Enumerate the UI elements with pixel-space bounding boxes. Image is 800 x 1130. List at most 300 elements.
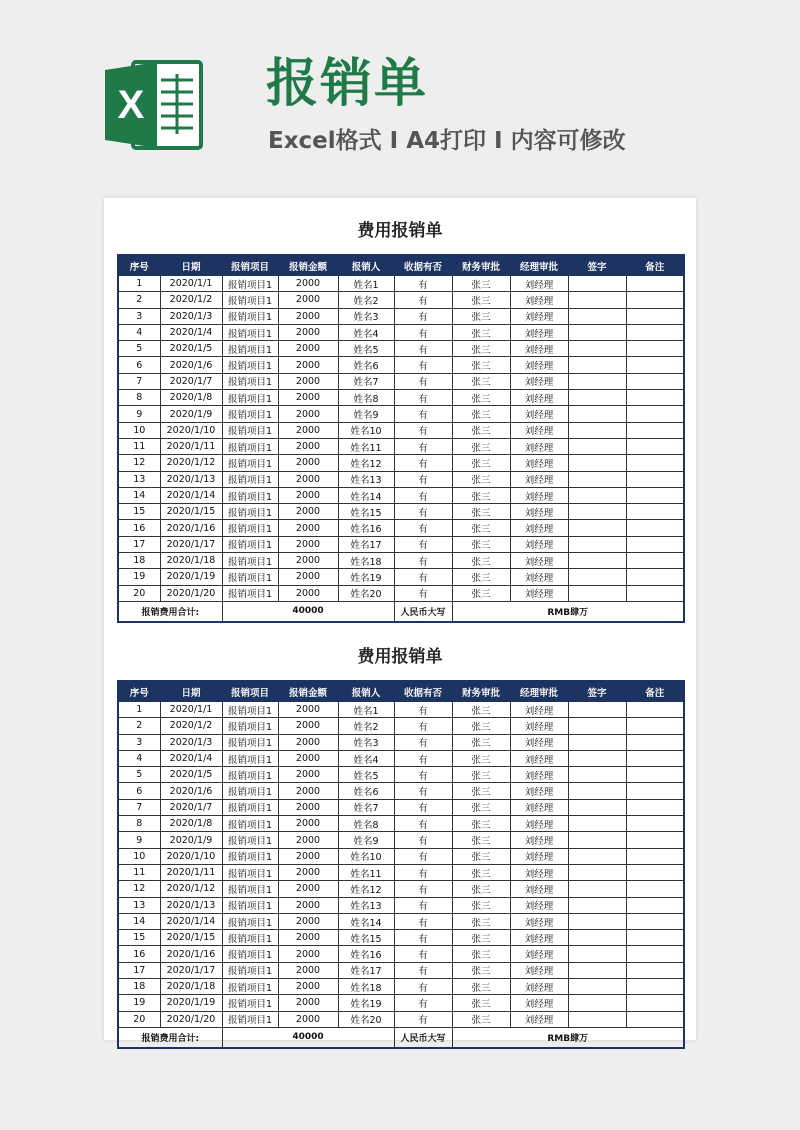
- table-cell[interactable]: [626, 702, 684, 718]
- table-cell[interactable]: 2020/1/8: [160, 816, 222, 832]
- table-cell[interactable]: 刘经理: [510, 455, 568, 471]
- table-cell[interactable]: [568, 373, 626, 389]
- total-label[interactable]: 报销费用合计:: [118, 1027, 222, 1048]
- table-cell[interactable]: 2020/1/2: [160, 292, 222, 308]
- table-cell[interactable]: 张三: [452, 816, 510, 832]
- table-cell[interactable]: 2000: [278, 422, 338, 438]
- table-cell[interactable]: [626, 520, 684, 536]
- table-cell[interactable]: 2000: [278, 536, 338, 552]
- table-cell[interactable]: [626, 292, 684, 308]
- table-cell[interactable]: 姓名5: [338, 341, 394, 357]
- table-cell[interactable]: 报销项目1: [222, 799, 278, 815]
- table-cell[interactable]: 2000: [278, 373, 338, 389]
- table-cell[interactable]: 刘经理: [510, 487, 568, 503]
- table-cell[interactable]: 9: [118, 406, 160, 422]
- table-cell[interactable]: 报销项目1: [222, 422, 278, 438]
- table-cell[interactable]: 2020/1/10: [160, 848, 222, 864]
- table-cell[interactable]: 8: [118, 816, 160, 832]
- table-cell[interactable]: 张三: [452, 422, 510, 438]
- table-cell[interactable]: 2020/1/16: [160, 520, 222, 536]
- table-cell[interactable]: 报销项目1: [222, 276, 278, 292]
- table-cell[interactable]: [568, 946, 626, 962]
- table-cell[interactable]: 有: [394, 373, 452, 389]
- table-cell[interactable]: 报销项目1: [222, 979, 278, 995]
- table-cell[interactable]: 报销项目1: [222, 373, 278, 389]
- table-cell[interactable]: 2000: [278, 832, 338, 848]
- table-cell[interactable]: 2: [118, 718, 160, 734]
- table-cell[interactable]: [568, 406, 626, 422]
- table-cell[interactable]: 2020/1/6: [160, 783, 222, 799]
- table-cell[interactable]: [626, 487, 684, 503]
- table-cell[interactable]: 刘经理: [510, 504, 568, 520]
- table-cell[interactable]: [626, 946, 684, 962]
- table-cell[interactable]: 报销项目1: [222, 816, 278, 832]
- table-cell[interactable]: 刘经理: [510, 585, 568, 601]
- table-cell[interactable]: 刘经理: [510, 897, 568, 913]
- table-cell[interactable]: 刘经理: [510, 471, 568, 487]
- table-cell[interactable]: 13: [118, 471, 160, 487]
- table-cell[interactable]: 张三: [452, 783, 510, 799]
- table-cell[interactable]: 有: [394, 569, 452, 585]
- table-cell[interactable]: [568, 832, 626, 848]
- table-cell[interactable]: 有: [394, 324, 452, 340]
- table-cell[interactable]: 2020/1/20: [160, 1011, 222, 1027]
- table-cell[interactable]: 2000: [278, 341, 338, 357]
- table-cell[interactable]: 姓名14: [338, 913, 394, 929]
- table-cell[interactable]: 报销项目1: [222, 734, 278, 750]
- table-cell[interactable]: [568, 783, 626, 799]
- table-cell[interactable]: 张三: [452, 767, 510, 783]
- table-cell[interactable]: 刘经理: [510, 341, 568, 357]
- table-cell[interactable]: 姓名10: [338, 848, 394, 864]
- table-cell[interactable]: 报销项目1: [222, 848, 278, 864]
- table-cell[interactable]: 张三: [452, 308, 510, 324]
- table-cell[interactable]: 报销项目1: [222, 585, 278, 601]
- table-cell[interactable]: [568, 341, 626, 357]
- table-cell[interactable]: 2000: [278, 520, 338, 536]
- table-cell[interactable]: 张三: [452, 848, 510, 864]
- table-cell[interactable]: 张三: [452, 292, 510, 308]
- table-cell[interactable]: 2000: [278, 487, 338, 503]
- table-cell[interactable]: 2020/1/15: [160, 930, 222, 946]
- total-amount[interactable]: 40000: [222, 601, 394, 622]
- table-cell[interactable]: 10: [118, 422, 160, 438]
- table-cell[interactable]: 刘经理: [510, 406, 568, 422]
- table-cell[interactable]: 15: [118, 930, 160, 946]
- table-cell[interactable]: 有: [394, 292, 452, 308]
- table-cell[interactable]: 2020/1/5: [160, 341, 222, 357]
- table-cell[interactable]: [626, 422, 684, 438]
- table-cell[interactable]: [626, 767, 684, 783]
- table-cell[interactable]: 17: [118, 536, 160, 552]
- table-cell[interactable]: 有: [394, 702, 452, 718]
- table-cell[interactable]: 有: [394, 946, 452, 962]
- table-cell[interactable]: 7: [118, 799, 160, 815]
- table-cell[interactable]: [568, 569, 626, 585]
- table-cell[interactable]: 报销项目1: [222, 930, 278, 946]
- table-cell[interactable]: 2020/1/17: [160, 962, 222, 978]
- table-cell[interactable]: 报销项目1: [222, 702, 278, 718]
- table-cell[interactable]: 报销项目1: [222, 536, 278, 552]
- table-cell[interactable]: [626, 308, 684, 324]
- table-cell[interactable]: 张三: [452, 357, 510, 373]
- table-cell[interactable]: 报销项目1: [222, 406, 278, 422]
- table-cell[interactable]: [626, 718, 684, 734]
- table-cell[interactable]: [626, 373, 684, 389]
- table-cell[interactable]: 6: [118, 357, 160, 373]
- table-cell[interactable]: 刘经理: [510, 864, 568, 880]
- table-cell[interactable]: 刘经理: [510, 324, 568, 340]
- table-cell[interactable]: 2000: [278, 308, 338, 324]
- table-cell[interactable]: 报销项目1: [222, 471, 278, 487]
- table-cell[interactable]: 刘经理: [510, 946, 568, 962]
- table-cell[interactable]: 有: [394, 799, 452, 815]
- table-cell[interactable]: 16: [118, 520, 160, 536]
- table-cell[interactable]: [626, 390, 684, 406]
- table-cell[interactable]: 刘经理: [510, 881, 568, 897]
- table-cell[interactable]: 报销项目1: [222, 1011, 278, 1027]
- table-cell[interactable]: 18: [118, 553, 160, 569]
- table-cell[interactable]: 刘经理: [510, 799, 568, 815]
- table-cell[interactable]: 有: [394, 962, 452, 978]
- table-cell[interactable]: 2000: [278, 913, 338, 929]
- table-cell[interactable]: 姓名12: [338, 881, 394, 897]
- table-cell[interactable]: [568, 913, 626, 929]
- table-cell[interactable]: [626, 553, 684, 569]
- table-cell[interactable]: 刘经理: [510, 734, 568, 750]
- table-cell[interactable]: 2000: [278, 553, 338, 569]
- table-cell[interactable]: [626, 897, 684, 913]
- table-cell[interactable]: 3: [118, 734, 160, 750]
- table-cell[interactable]: 2020/1/5: [160, 767, 222, 783]
- table-cell[interactable]: 报销项目1: [222, 864, 278, 880]
- table-cell[interactable]: [626, 1011, 684, 1027]
- table-cell[interactable]: 姓名10: [338, 422, 394, 438]
- table-cell[interactable]: [626, 276, 684, 292]
- table-cell[interactable]: 2000: [278, 962, 338, 978]
- table-cell[interactable]: 张三: [452, 1011, 510, 1027]
- table-cell[interactable]: 有: [394, 438, 452, 454]
- uppercase-amount[interactable]: RMB肆万: [452, 1027, 684, 1048]
- table-cell[interactable]: 2000: [278, 324, 338, 340]
- table-cell[interactable]: 2000: [278, 702, 338, 718]
- table-cell[interactable]: 16: [118, 946, 160, 962]
- table-cell[interactable]: [568, 767, 626, 783]
- table-cell[interactable]: 张三: [452, 504, 510, 520]
- table-cell[interactable]: [568, 292, 626, 308]
- table-cell[interactable]: 有: [394, 913, 452, 929]
- table-cell[interactable]: 刘经理: [510, 390, 568, 406]
- table-cell[interactable]: [568, 962, 626, 978]
- table-cell[interactable]: 2000: [278, 995, 338, 1011]
- table-cell[interactable]: 2000: [278, 455, 338, 471]
- table-cell[interactable]: 14: [118, 487, 160, 503]
- table-cell[interactable]: 2020/1/15: [160, 504, 222, 520]
- table-cell[interactable]: 刘经理: [510, 520, 568, 536]
- table-cell[interactable]: [568, 816, 626, 832]
- table-cell[interactable]: 2020/1/2: [160, 718, 222, 734]
- table-cell[interactable]: 姓名9: [338, 406, 394, 422]
- table-cell[interactable]: 有: [394, 276, 452, 292]
- table-cell[interactable]: 姓名8: [338, 390, 394, 406]
- table-cell[interactable]: 2000: [278, 390, 338, 406]
- table-cell[interactable]: 报销项目1: [222, 897, 278, 913]
- table-cell[interactable]: 2000: [278, 585, 338, 601]
- table-cell[interactable]: 有: [394, 341, 452, 357]
- table-cell[interactable]: 2020/1/18: [160, 553, 222, 569]
- table-cell[interactable]: 刘经理: [510, 913, 568, 929]
- table-cell[interactable]: 11: [118, 864, 160, 880]
- table-cell[interactable]: [568, 799, 626, 815]
- table-cell[interactable]: 姓名17: [338, 536, 394, 552]
- table-cell[interactable]: 张三: [452, 585, 510, 601]
- table-cell[interactable]: [568, 520, 626, 536]
- table-cell[interactable]: 刘经理: [510, 783, 568, 799]
- table-cell[interactable]: 张三: [452, 455, 510, 471]
- table-cell[interactable]: [626, 406, 684, 422]
- table-cell[interactable]: 张三: [452, 750, 510, 766]
- table-cell[interactable]: 姓名15: [338, 930, 394, 946]
- table-cell[interactable]: 有: [394, 750, 452, 766]
- table-cell[interactable]: 有: [394, 357, 452, 373]
- table-cell[interactable]: 1: [118, 702, 160, 718]
- table-cell[interactable]: 有: [394, 504, 452, 520]
- table-cell[interactable]: 姓名18: [338, 979, 394, 995]
- total-amount[interactable]: 40000: [222, 1027, 394, 1048]
- table-cell[interactable]: 刘经理: [510, 308, 568, 324]
- table-cell[interactable]: 张三: [452, 569, 510, 585]
- table-cell[interactable]: 有: [394, 881, 452, 897]
- table-cell[interactable]: 9: [118, 832, 160, 848]
- table-cell[interactable]: 有: [394, 848, 452, 864]
- table-cell[interactable]: 2000: [278, 504, 338, 520]
- table-cell[interactable]: 刘经理: [510, 553, 568, 569]
- table-cell[interactable]: 2000: [278, 276, 338, 292]
- table-cell[interactable]: 2020/1/10: [160, 422, 222, 438]
- table-cell[interactable]: 有: [394, 1011, 452, 1027]
- table-cell[interactable]: 姓名20: [338, 1011, 394, 1027]
- table-cell[interactable]: [568, 750, 626, 766]
- table-cell[interactable]: 2: [118, 292, 160, 308]
- table-cell[interactable]: 姓名19: [338, 995, 394, 1011]
- table-cell[interactable]: [626, 962, 684, 978]
- table-cell[interactable]: 2020/1/9: [160, 406, 222, 422]
- table-cell[interactable]: [568, 553, 626, 569]
- table-cell[interactable]: 刘经理: [510, 373, 568, 389]
- table-cell[interactable]: [626, 881, 684, 897]
- table-cell[interactable]: 张三: [452, 734, 510, 750]
- table-cell[interactable]: [568, 702, 626, 718]
- table-cell[interactable]: 有: [394, 406, 452, 422]
- table-cell[interactable]: 2020/1/17: [160, 536, 222, 552]
- table-cell[interactable]: 刘经理: [510, 848, 568, 864]
- table-cell[interactable]: 有: [394, 930, 452, 946]
- table-cell[interactable]: 2020/1/13: [160, 897, 222, 913]
- table-cell[interactable]: 报销项目1: [222, 946, 278, 962]
- table-cell[interactable]: 8: [118, 390, 160, 406]
- table-cell[interactable]: 有: [394, 783, 452, 799]
- table-cell[interactable]: 报销项目1: [222, 832, 278, 848]
- table-cell[interactable]: [626, 783, 684, 799]
- table-cell[interactable]: 报销项目1: [222, 913, 278, 929]
- table-cell[interactable]: 2020/1/19: [160, 569, 222, 585]
- table-cell[interactable]: [568, 897, 626, 913]
- table-cell[interactable]: 2020/1/18: [160, 979, 222, 995]
- table-cell[interactable]: 刘经理: [510, 1011, 568, 1027]
- table-cell[interactable]: 2020/1/12: [160, 881, 222, 897]
- table-cell[interactable]: 2020/1/4: [160, 324, 222, 340]
- table-cell[interactable]: [568, 536, 626, 552]
- table-cell[interactable]: 2000: [278, 979, 338, 995]
- table-cell[interactable]: 刘经理: [510, 718, 568, 734]
- table-cell[interactable]: 刘经理: [510, 422, 568, 438]
- table-cell[interactable]: 2020/1/14: [160, 913, 222, 929]
- table-cell[interactable]: 姓名19: [338, 569, 394, 585]
- table-cell[interactable]: 张三: [452, 946, 510, 962]
- table-cell[interactable]: [626, 585, 684, 601]
- table-cell[interactable]: 刘经理: [510, 702, 568, 718]
- table-cell[interactable]: 刘经理: [510, 832, 568, 848]
- table-cell[interactable]: 有: [394, 979, 452, 995]
- table-cell[interactable]: 姓名3: [338, 308, 394, 324]
- table-cell[interactable]: 张三: [452, 471, 510, 487]
- table-cell[interactable]: [568, 276, 626, 292]
- table-cell[interactable]: [568, 471, 626, 487]
- table-cell[interactable]: 有: [394, 767, 452, 783]
- table-cell[interactable]: 有: [394, 422, 452, 438]
- table-cell[interactable]: 10: [118, 848, 160, 864]
- table-cell[interactable]: 报销项目1: [222, 962, 278, 978]
- table-cell[interactable]: [626, 848, 684, 864]
- table-cell[interactable]: 姓名11: [338, 864, 394, 880]
- table-cell[interactable]: 张三: [452, 718, 510, 734]
- table-cell[interactable]: 报销项目1: [222, 750, 278, 766]
- table-cell[interactable]: 有: [394, 897, 452, 913]
- table-cell[interactable]: 有: [394, 864, 452, 880]
- table-cell[interactable]: 有: [394, 536, 452, 552]
- table-cell[interactable]: 2020/1/20: [160, 585, 222, 601]
- table-cell[interactable]: [626, 799, 684, 815]
- table-cell[interactable]: [626, 995, 684, 1011]
- table-cell[interactable]: [568, 881, 626, 897]
- table-cell[interactable]: 张三: [452, 799, 510, 815]
- table-cell[interactable]: [626, 471, 684, 487]
- table-cell[interactable]: 姓名14: [338, 487, 394, 503]
- table-cell[interactable]: 20: [118, 1011, 160, 1027]
- table-cell[interactable]: 有: [394, 308, 452, 324]
- table-cell[interactable]: 姓名1: [338, 702, 394, 718]
- table-cell[interactable]: 15: [118, 504, 160, 520]
- table-cell[interactable]: [626, 341, 684, 357]
- table-cell[interactable]: 2020/1/1: [160, 702, 222, 718]
- table-cell[interactable]: [568, 979, 626, 995]
- table-cell[interactable]: 6: [118, 783, 160, 799]
- table-cell[interactable]: 2020/1/11: [160, 864, 222, 880]
- table-cell[interactable]: 报销项目1: [222, 504, 278, 520]
- table-cell[interactable]: 报销项目1: [222, 324, 278, 340]
- table-cell[interactable]: [626, 734, 684, 750]
- table-cell[interactable]: 姓名11: [338, 438, 394, 454]
- uppercase-label[interactable]: 人民币大写: [394, 1027, 452, 1048]
- table-cell[interactable]: 报销项目1: [222, 341, 278, 357]
- table-cell[interactable]: [568, 734, 626, 750]
- table-cell[interactable]: 姓名12: [338, 455, 394, 471]
- table-cell[interactable]: 11: [118, 438, 160, 454]
- table-cell[interactable]: 19: [118, 569, 160, 585]
- table-cell[interactable]: 张三: [452, 995, 510, 1011]
- table-cell[interactable]: [568, 504, 626, 520]
- table-cell[interactable]: 张三: [452, 979, 510, 995]
- table-cell[interactable]: 张三: [452, 520, 510, 536]
- table-cell[interactable]: 2020/1/19: [160, 995, 222, 1011]
- table-cell[interactable]: 2000: [278, 799, 338, 815]
- table-cell[interactable]: [568, 422, 626, 438]
- table-cell[interactable]: [626, 832, 684, 848]
- table-cell[interactable]: 报销项目1: [222, 292, 278, 308]
- table-cell[interactable]: 姓名4: [338, 750, 394, 766]
- table-cell[interactable]: 2000: [278, 718, 338, 734]
- table-cell[interactable]: 2000: [278, 357, 338, 373]
- table-cell[interactable]: 张三: [452, 913, 510, 929]
- table-cell[interactable]: 姓名9: [338, 832, 394, 848]
- table-cell[interactable]: 2020/1/14: [160, 487, 222, 503]
- table-cell[interactable]: [568, 455, 626, 471]
- table-cell[interactable]: 2020/1/12: [160, 455, 222, 471]
- table-cell[interactable]: 12: [118, 455, 160, 471]
- table-cell[interactable]: 姓名1: [338, 276, 394, 292]
- table-cell[interactable]: 2020/1/3: [160, 308, 222, 324]
- table-cell[interactable]: [568, 324, 626, 340]
- table-cell[interactable]: 张三: [452, 864, 510, 880]
- table-cell[interactable]: 张三: [452, 832, 510, 848]
- table-cell[interactable]: [568, 308, 626, 324]
- table-cell[interactable]: 刘经理: [510, 995, 568, 1011]
- table-cell[interactable]: 2020/1/7: [160, 373, 222, 389]
- table-cell[interactable]: 有: [394, 487, 452, 503]
- table-cell[interactable]: 2000: [278, 750, 338, 766]
- table-cell[interactable]: 有: [394, 718, 452, 734]
- table-cell[interactable]: 报销项目1: [222, 783, 278, 799]
- table-cell[interactable]: 12: [118, 881, 160, 897]
- table-cell[interactable]: 张三: [452, 373, 510, 389]
- table-cell[interactable]: 张三: [452, 930, 510, 946]
- table-cell[interactable]: [568, 995, 626, 1011]
- table-cell[interactable]: [626, 357, 684, 373]
- table-cell[interactable]: 18: [118, 979, 160, 995]
- table-cell[interactable]: 有: [394, 471, 452, 487]
- table-cell[interactable]: 4: [118, 750, 160, 766]
- table-cell[interactable]: 2020/1/3: [160, 734, 222, 750]
- table-cell[interactable]: [626, 504, 684, 520]
- table-cell[interactable]: 姓名7: [338, 799, 394, 815]
- table-cell[interactable]: [626, 438, 684, 454]
- table-cell[interactable]: 2000: [278, 406, 338, 422]
- table-cell[interactable]: 报销项目1: [222, 569, 278, 585]
- table-cell[interactable]: [626, 455, 684, 471]
- table-cell[interactable]: 5: [118, 341, 160, 357]
- table-cell[interactable]: [568, 357, 626, 373]
- table-cell[interactable]: 3: [118, 308, 160, 324]
- table-cell[interactable]: [568, 718, 626, 734]
- table-cell[interactable]: 2020/1/13: [160, 471, 222, 487]
- table-cell[interactable]: 2020/1/8: [160, 390, 222, 406]
- table-cell[interactable]: 刘经理: [510, 962, 568, 978]
- total-label[interactable]: 报销费用合计:: [118, 601, 222, 622]
- table-cell[interactable]: 2020/1/16: [160, 946, 222, 962]
- table-cell[interactable]: 2020/1/11: [160, 438, 222, 454]
- table-cell[interactable]: 报销项目1: [222, 520, 278, 536]
- table-cell[interactable]: [626, 864, 684, 880]
